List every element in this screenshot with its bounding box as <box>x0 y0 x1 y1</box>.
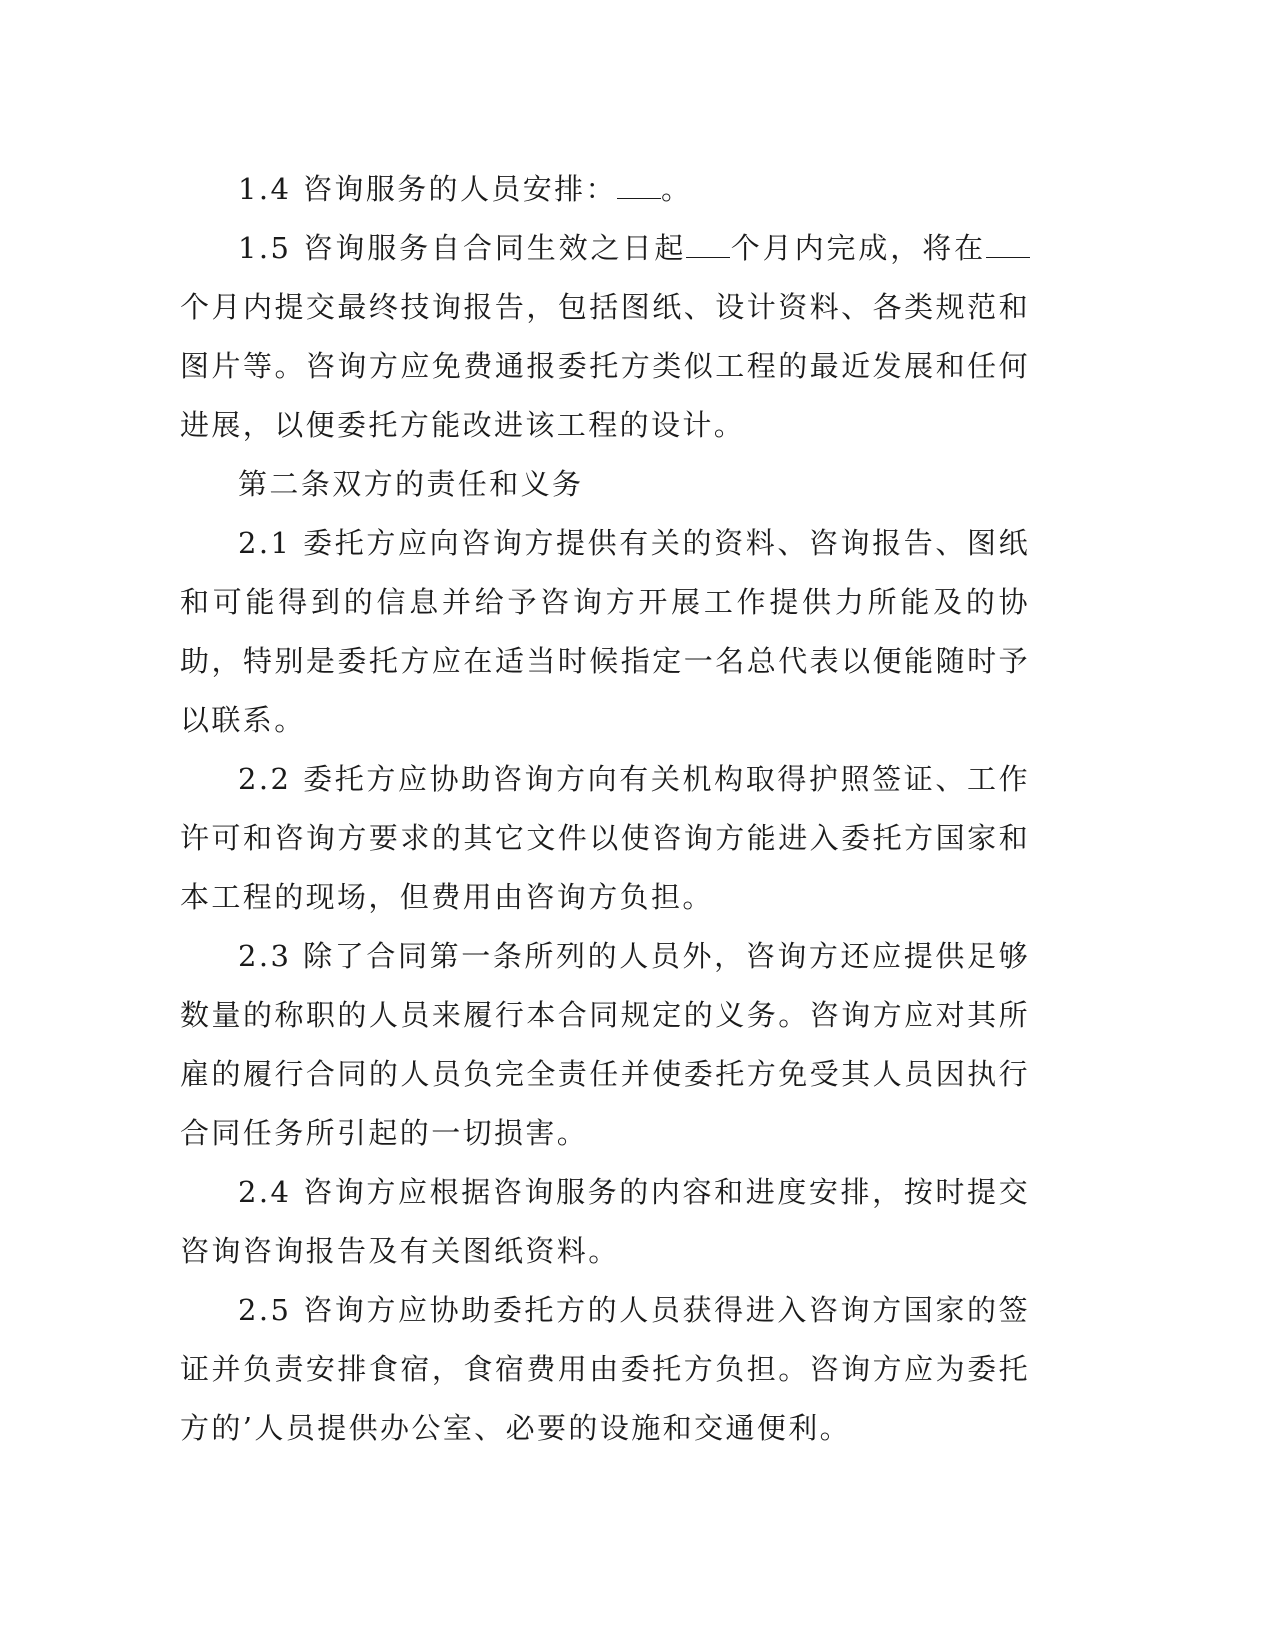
document-body <box>180 160 1030 1458</box>
clause-1-4-end: 。 <box>660 172 693 206</box>
clause-1-5-text-b: 个月内完成，将在 <box>730 231 987 265</box>
clause-2-3: 2.3 除了合同第一条所列的人员外，咨询方还应提供足够数量的称职的人员来履行本合同规定的义务。咨询方应对其所雇的履行合同的人员负完全责任并使委托方免受其人员因执行合同任务所引起的一切损害。 <box>180 939 1030 1150</box>
section-heading-2: 第二条双方的责任和义务 <box>238 467 584 501</box>
fill-in-blank <box>617 174 661 199</box>
fill-in-blank <box>986 233 1030 258</box>
fill-in-blank <box>686 233 730 258</box>
clause-1-4-text: 1.4 咨询服务的人员安排： <box>238 172 617 206</box>
clause-1-4 <box>180 160 1030 219</box>
clause-1-5 <box>180 219 1030 455</box>
clause-2-2: 2.2 委托方应协助咨询方向有关机构取得护照签证、工作许可和咨询方要求的其它文件以使咨询方能进入委托方国家和本工程的现场，但费用由咨询方负担。 <box>180 762 1030 914</box>
clause-1-5-text-a: 1.5 咨询服务自合同生效之日起 <box>238 231 687 265</box>
clause-2-4: 2.4 咨询方应根据咨询服务的内容和进度安排，按时提交咨询咨询报告及有关图纸资料。 <box>180 1175 1030 1268</box>
clause-1-5-text-c: 个月内提交最终技询报告，包括图纸、设计资料、各类规范和图片等。咨询方应免费通报委托方类似工程的最近发展和任何进展，以便委托方能改进该工程的设计。 <box>180 290 1030 442</box>
clause-2-5: 2.5 咨询方应协助委托方的人员获得进入咨询方国家的签证并负责安排食宿，食宿费用由委托方负担。咨询方应为委托方的’人员提供办公室、必要的设施和交通便利。 <box>180 1293 1030 1445</box>
clause-2-1: 2.1 委托方应向咨询方提供有关的资料、咨询报告、图纸和可能得到的信息并给予咨询方开展工作提供力所能及的协助，特别是委托方应在适当时候指定一名总代表以便能随时予以联系。 <box>180 526 1030 737</box>
